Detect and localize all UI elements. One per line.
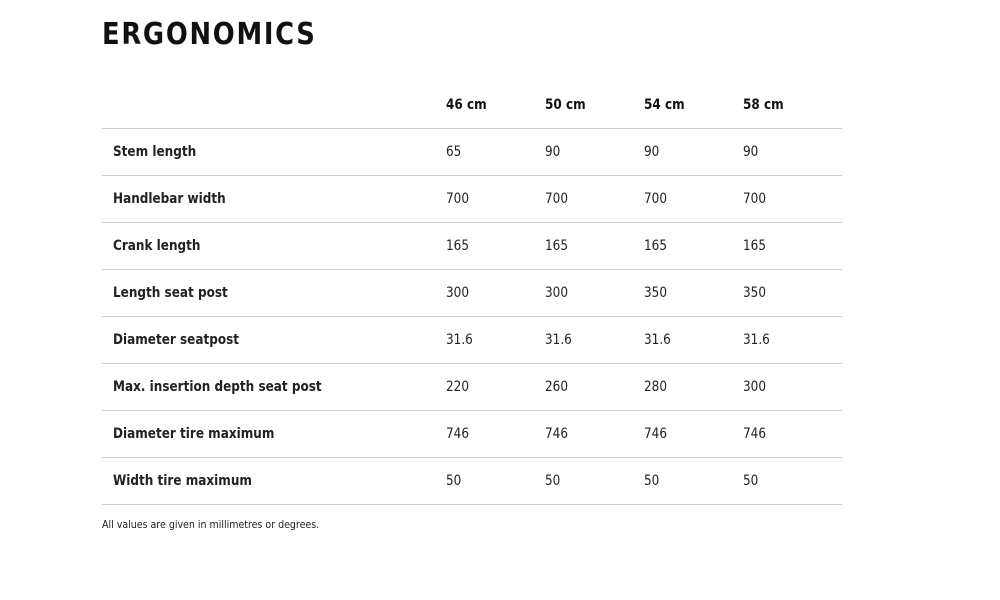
cell-value: 31.6: [446, 332, 473, 348]
cell-value: 165: [644, 238, 667, 254]
header-size-46: [446, 82, 545, 129]
table-cell: [743, 270, 842, 317]
cell-value: 280: [644, 379, 667, 395]
row-label-text: Diameter tire maximum: [113, 426, 275, 442]
cell-value: 300: [545, 285, 568, 301]
table-cell: [545, 223, 644, 270]
cell-value: 300: [446, 285, 469, 301]
cell-value: 220: [446, 379, 469, 395]
cell-value: 700: [545, 191, 568, 207]
page-title: ERGONOMICS: [102, 17, 317, 52]
table-cell: [644, 270, 743, 317]
row-label-crank-length: [102, 223, 446, 270]
header-empty-cell: [102, 82, 446, 129]
cell-value: 746: [446, 426, 469, 442]
cell-value: 746: [545, 426, 568, 442]
cell-value: 50: [743, 473, 759, 489]
table-body: [102, 129, 842, 505]
table-cell: [545, 176, 644, 223]
row-label-text: Max. insertion depth seat post: [113, 379, 322, 395]
table-cell: [446, 317, 545, 364]
table-cell: [743, 411, 842, 458]
cell-value: 50: [545, 473, 561, 489]
cell-value: 700: [446, 191, 469, 207]
table-cell: [644, 317, 743, 364]
header-row: [102, 82, 842, 129]
row-label-handlebar-width: [102, 176, 446, 223]
table-cell: [743, 176, 842, 223]
table-cell: [743, 223, 842, 270]
table-header: [102, 82, 842, 129]
table-cell: [446, 176, 545, 223]
cell-value: 350: [644, 285, 667, 301]
header-size-50: [545, 82, 644, 129]
table-row: [102, 411, 842, 458]
table-row: [102, 223, 842, 270]
header-size-54: [644, 82, 743, 129]
row-label-text: Crank length: [113, 238, 201, 254]
table-cell: [446, 411, 545, 458]
row-label-max-insertion-depth: [102, 364, 446, 411]
table-cell: [644, 364, 743, 411]
cell-value: 90: [644, 144, 660, 160]
header-label: 46 cm: [446, 97, 487, 113]
cell-value: 260: [545, 379, 568, 395]
row-label-width-tire-maximum: [102, 458, 446, 505]
cell-value: 31.6: [644, 332, 671, 348]
table-cell: [446, 223, 545, 270]
cell-value: 300: [743, 379, 766, 395]
table-row: [102, 270, 842, 317]
row-label-length-seat-post: [102, 270, 446, 317]
table-cell: [644, 129, 743, 176]
table-cell: [446, 129, 545, 176]
header-label: 58 cm: [743, 97, 784, 113]
header-label: 54 cm: [644, 97, 685, 113]
table-cell: [446, 458, 545, 505]
row-label-text: Handlebar width: [113, 191, 226, 207]
table-row: [102, 458, 842, 505]
table-row: [102, 129, 842, 176]
table-cell: [545, 364, 644, 411]
header-size-58: [743, 82, 842, 129]
cell-value: 50: [446, 473, 462, 489]
table-row: [102, 364, 842, 411]
table-cell: [644, 458, 743, 505]
table-cell: [446, 270, 545, 317]
table-cell: [545, 458, 644, 505]
row-label-diameter-tire-maximum: [102, 411, 446, 458]
row-label-diameter-seatpost: [102, 317, 446, 364]
table-cell: [545, 411, 644, 458]
cell-value: 746: [743, 426, 766, 442]
cell-value: 700: [743, 191, 766, 207]
table-cell: [545, 270, 644, 317]
table-cell: [644, 411, 743, 458]
row-label-text: Diameter seatpost: [113, 332, 240, 348]
cell-value: 700: [644, 191, 667, 207]
table-cell: [743, 458, 842, 505]
cell-value: 350: [743, 285, 766, 301]
table-row: [102, 176, 842, 223]
row-label-text: Length seat post: [113, 285, 228, 301]
table-cell: [743, 317, 842, 364]
row-label-stem-length: [102, 129, 446, 176]
cell-value: 90: [743, 144, 759, 160]
cell-value: 165: [545, 238, 568, 254]
cell-value: 65: [446, 144, 462, 160]
table-cell: [446, 364, 545, 411]
cell-value: 90: [545, 144, 561, 160]
cell-value: 746: [644, 426, 667, 442]
footnote: All values are given in millimetres or degrees.: [102, 518, 320, 531]
row-label-text: Stem length: [113, 144, 197, 160]
cell-value: 50: [644, 473, 660, 489]
table-cell: [743, 129, 842, 176]
cell-value: 165: [743, 238, 766, 254]
row-label-text: Width tire maximum: [113, 473, 252, 489]
table-row: [102, 317, 842, 364]
table-cell: [545, 129, 644, 176]
table-cell: [743, 364, 842, 411]
ergonomics-table: [102, 82, 842, 505]
cell-value: 165: [446, 238, 469, 254]
table-cell: [545, 317, 644, 364]
header-label: 50 cm: [545, 97, 586, 113]
table-cell: [644, 176, 743, 223]
cell-value: 31.6: [743, 332, 770, 348]
table-cell: [644, 223, 743, 270]
cell-value: 31.6: [545, 332, 572, 348]
